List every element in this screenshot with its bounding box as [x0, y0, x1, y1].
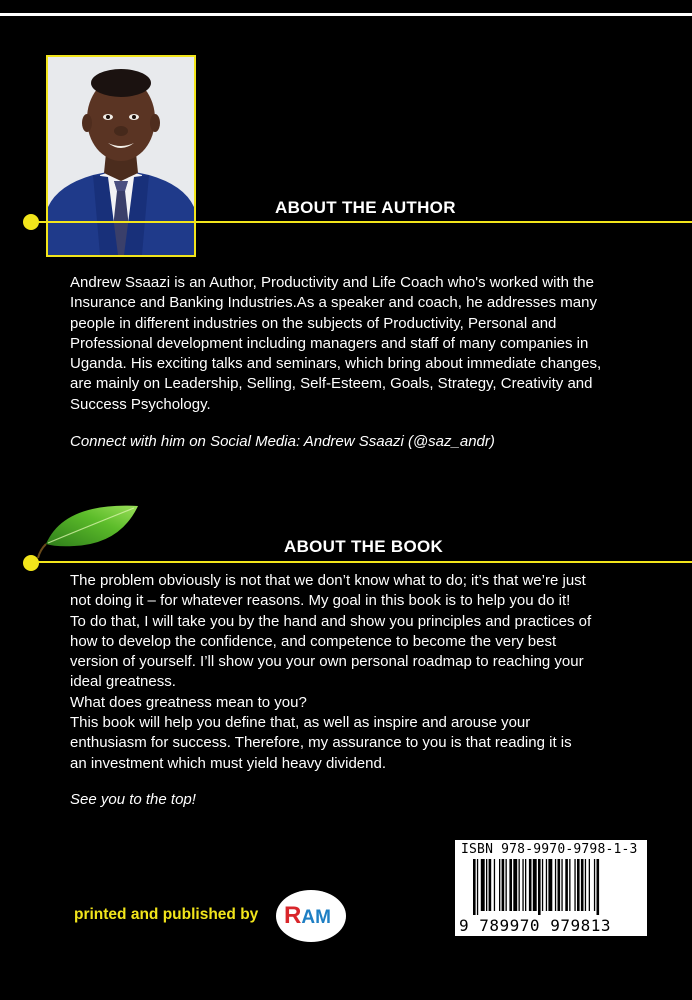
- barcode-bars: [473, 859, 641, 915]
- publisher-logo: [276, 890, 346, 942]
- author-bio-line: are mainly on Leadership, Selling, Self-Esteem, Goals, Strategy, Creativity and: [70, 375, 593, 393]
- book-description-line: To do that, I will take you by the hand and show you principles and practices of: [70, 612, 592, 630]
- author-social: Connect with him on Social Media: Andrew Ssaazi (@saz_andr): [70, 433, 495, 450]
- author-section-line: [30, 221, 692, 223]
- book-section-dot: [23, 555, 39, 571]
- book-description-line: The problem obviously is not that we don’t know what to do; it’s that we’re just: [70, 572, 586, 589]
- isbn-digits: 9 789970 979813: [459, 916, 611, 935]
- author-bio-line: Success Psychology.: [70, 395, 211, 413]
- author-bio-line: Professional development including managers and staff of many companies in: [70, 334, 589, 352]
- isbn-barcode: [455, 840, 647, 936]
- book-description-line: how to develop the confidence, and competence to become the very best: [70, 632, 557, 650]
- book-description-line: enthusiasm for success. Therefore, my assurance to you is that reading it is: [70, 734, 572, 752]
- isbn-label: ISBN 978-9970-9798-1-3: [461, 842, 638, 857]
- leaf-icon: [34, 498, 144, 568]
- book-description-line: What does greatness mean to you?: [70, 693, 307, 711]
- book-description-line: not doing it – for whatever reasons. My goal in this book is to help you do it!: [70, 592, 571, 610]
- book-description-line: This book will help you define that, as well as inspire and arouse your: [70, 714, 531, 732]
- logo-am: AM: [301, 907, 331, 928]
- author-bio-line: Insurance and Banking Industries.As a speaker and coach, he addresses many: [70, 294, 597, 312]
- top-rule: [0, 13, 692, 16]
- author-bio-line: Uganda. His exciting talks and seminars, which bring about immediate changes,: [70, 355, 602, 373]
- logo-r: R: [284, 902, 302, 929]
- book-closing: See you to the top!: [70, 791, 196, 808]
- about-author-heading: ABOUT THE AUTHOR: [275, 198, 456, 217]
- publisher-text: printed and published by: [74, 906, 259, 923]
- book-description-line: version of yourself. I’ll show you your own personal roadmap to reaching your: [70, 653, 584, 671]
- author-section-dot: [23, 214, 39, 230]
- book-description-line: an investment which must yield heavy dividend.: [70, 754, 386, 772]
- book-section-line: [30, 561, 692, 563]
- book-description-line: ideal greatness.: [70, 673, 176, 691]
- book-description: [70, 571, 660, 774]
- author-bio: [70, 273, 660, 415]
- author-photo: [46, 55, 196, 257]
- author-bio-line: people in different industries on the subjects of Productivity, Personal and: [70, 314, 557, 332]
- author-bio-line: Andrew Ssaazi is an Author, Productivity and Life Coach who's worked with the: [70, 274, 594, 291]
- publisher-logo-text: [284, 902, 331, 930]
- about-book-heading: ABOUT THE BOOK: [284, 537, 444, 556]
